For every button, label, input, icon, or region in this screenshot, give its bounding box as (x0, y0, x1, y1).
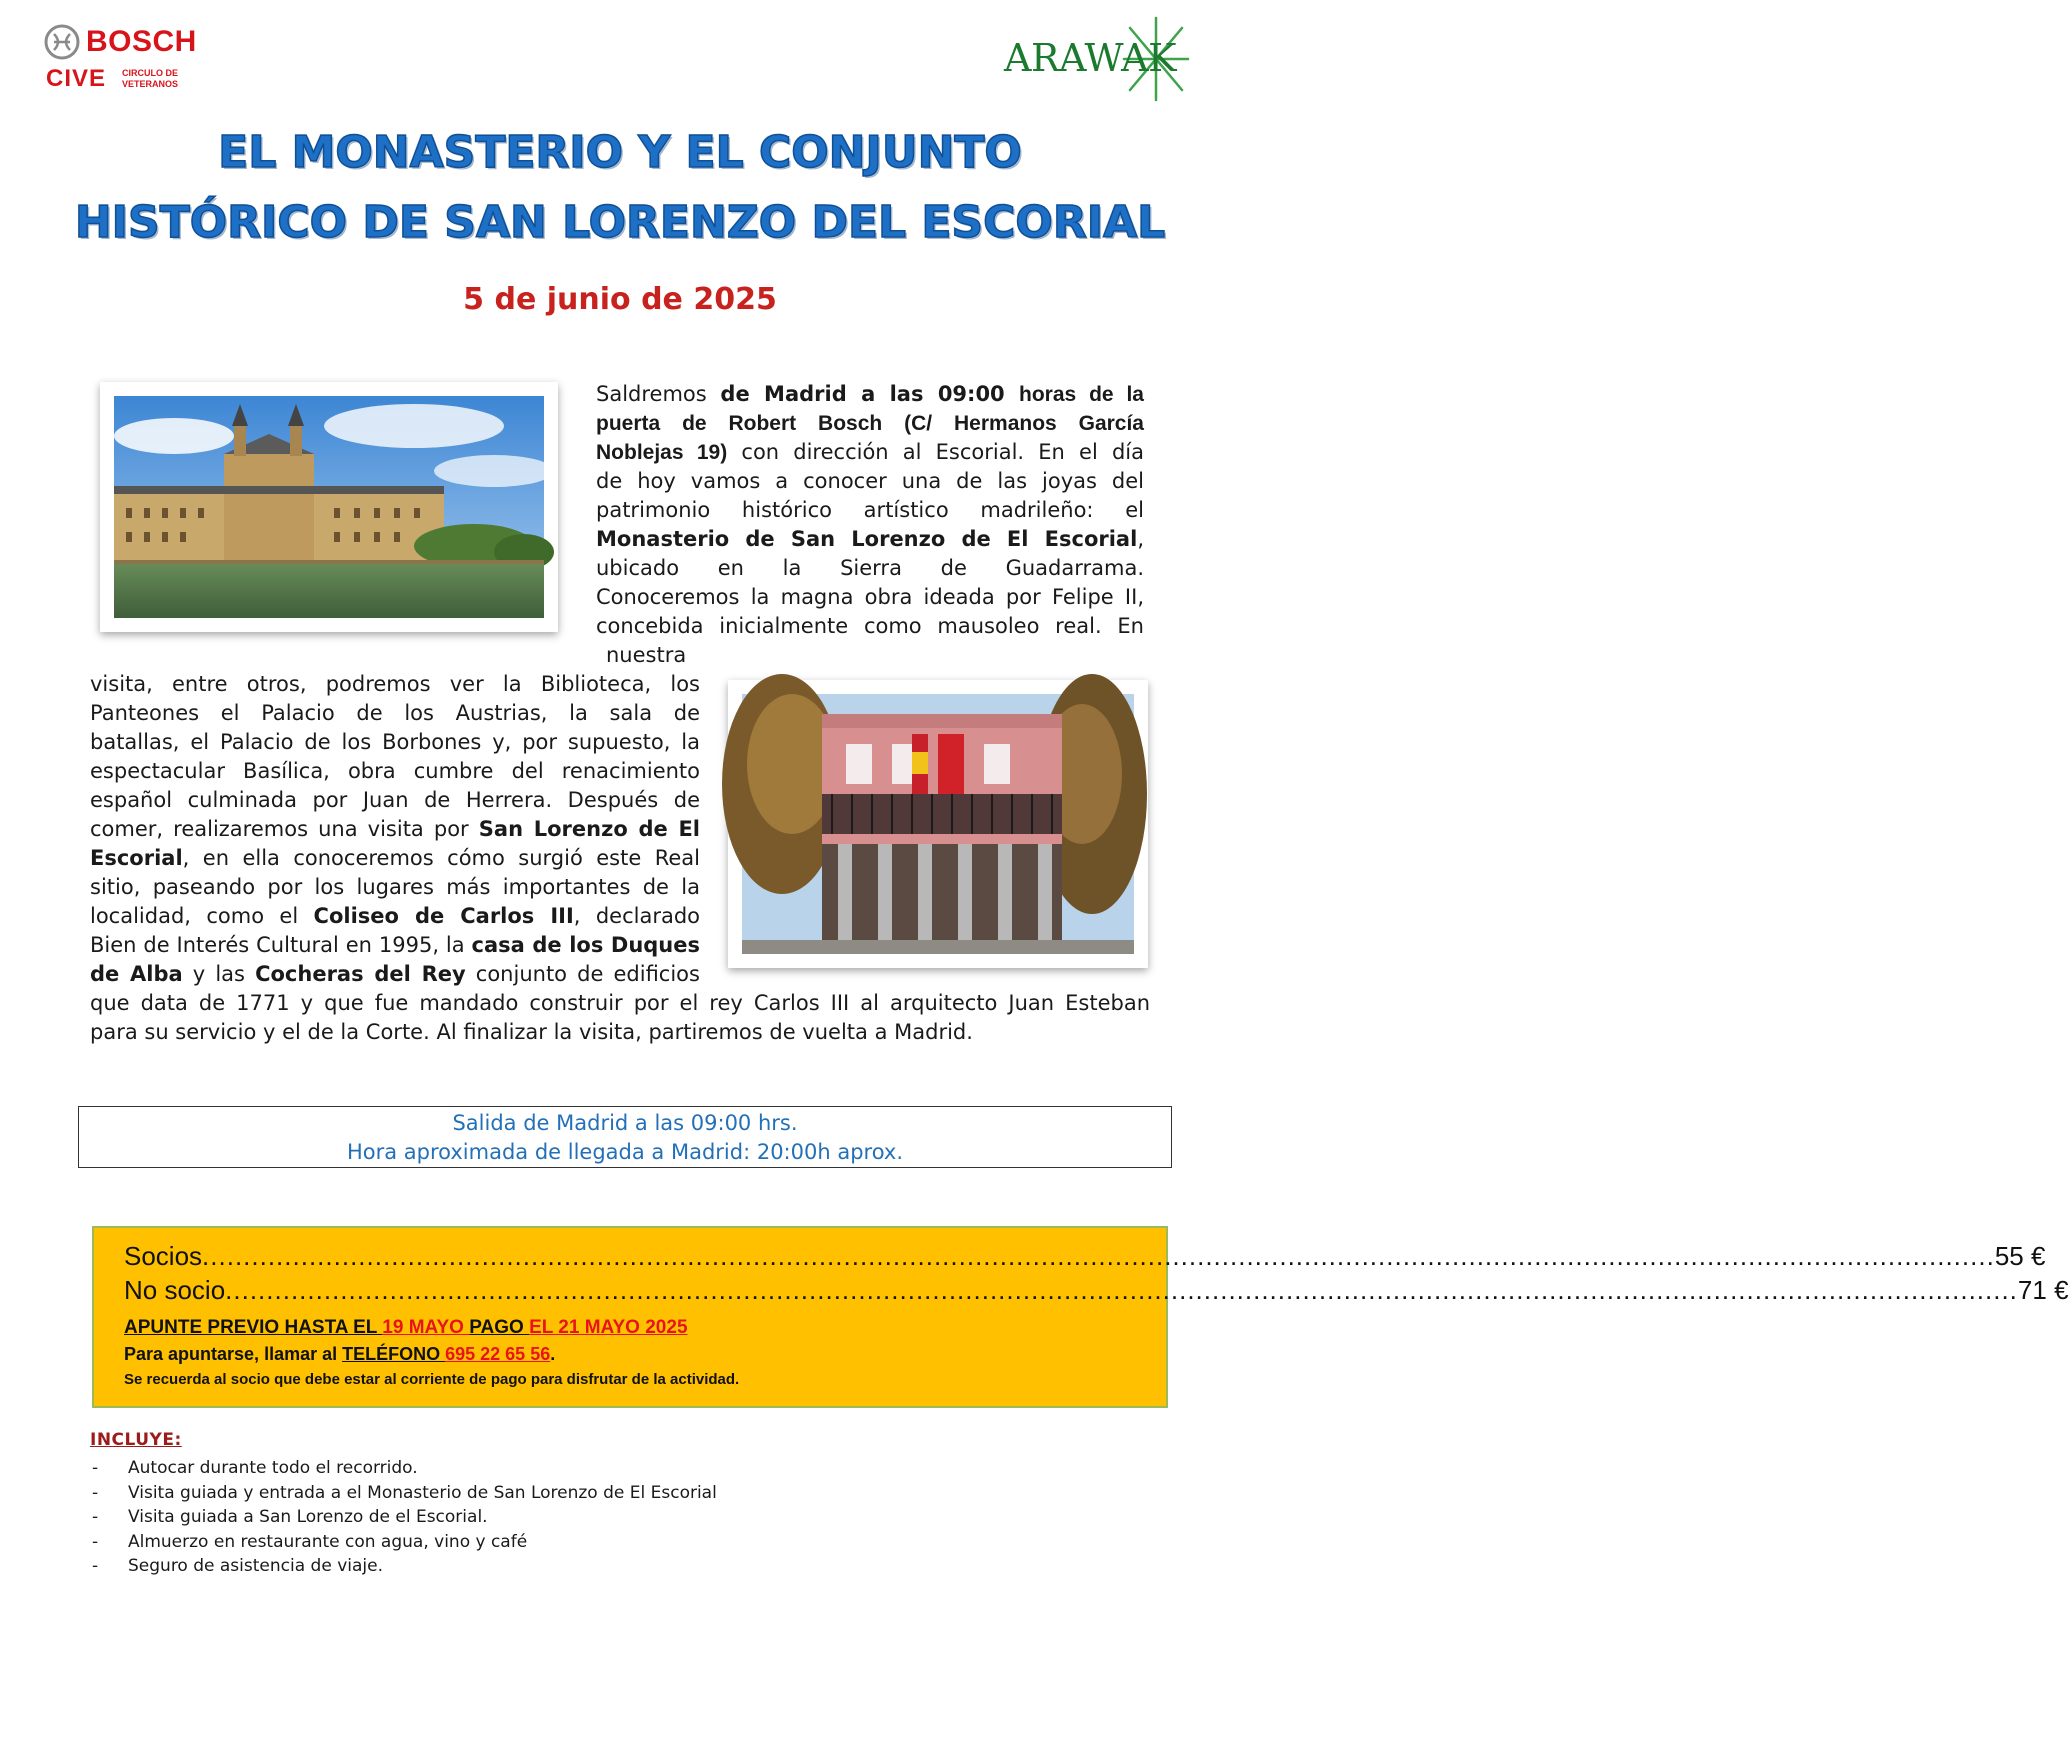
price-no-socio (124, 1274, 2069, 1306)
bosch-armature-icon (44, 24, 80, 60)
visit-line: de Alba y las Cocheras del Rey conjunto de edificios (90, 962, 700, 986)
price-no-socio-amount: 71 € (2017, 1275, 2069, 1305)
schedule-box (78, 1106, 1172, 1168)
page-title-line-1: EL MONASTERIO Y EL CONJUNTO (218, 127, 1022, 178)
includes-item: - Seguro de asistencia de viaje. (92, 1556, 383, 1576)
registration-deadline: APUNTE PREVIO HASTA EL 19 MAYO PAGO EL 21 MAYO 2025 (124, 1317, 688, 1338)
price-socios (124, 1240, 2046, 1272)
cive-subtitle: CIRCULO DE VETERANOS (122, 68, 179, 89)
price-leader-dots: .......................................................................................................................................................................................................................... (225, 1275, 2018, 1305)
price-socios-amount: 55 € (1994, 1241, 2046, 1271)
intro-line: puerta de Robert Bosch (C/ Hermanos García (596, 412, 1144, 435)
intro-line: Monasterio de San Lorenzo de El Escorial, (596, 527, 1144, 551)
payment-reminder: Se recuerda al socio que debe estar al corriente de pago para disfrutar de la actividad. (124, 1371, 740, 1388)
visit-line: Escorial, en ella conoceremos cómo surgió este Real (90, 846, 700, 870)
closing-line: para su servicio y el de la Corte. Al finalizar la visita, partiremos de vuelta a Madrid. (90, 1020, 973, 1044)
includes-item: - Autocar durante todo el recorrido. (92, 1458, 418, 1478)
visit-line: batallas, el Palacio de los Borbones y, por supuesto, la (90, 730, 700, 754)
departure-time: Salida de Madrid a las 09:00 hrs. (452, 1111, 798, 1135)
registration-contact: Para apuntarse, llamar al TELÉFONO 695 22 65 56. (124, 1344, 556, 1364)
intro-line: de hoy vamos a conocer una de las joyas del (596, 469, 1144, 493)
visit-line: Panteones el Palacio de los Austrias, la sala de (90, 701, 700, 725)
price-leader-dots: .......................................................................................................................................................................................................................... (202, 1241, 1995, 1271)
event-date: 5 de junio de 2025 (463, 282, 777, 317)
intro-paragraph (596, 380, 1144, 670)
arrival-time: Hora aproximada de llegada a Madrid: 20:00h aprox. (346, 1140, 904, 1164)
cive-wordmark: CIVE (46, 65, 107, 92)
bosch-wordmark: BOSCH (86, 25, 197, 58)
intro-line: Saldremos de Madrid a las 09:00 horas de la (596, 382, 1144, 406)
includes-item: - Almuerzo en restaurante con agua, vino y café (92, 1531, 528, 1552)
price-box (92, 1226, 2069, 1408)
includes-title: INCLUYE: (90, 1430, 182, 1450)
price-socios-label: Socios (124, 1241, 203, 1271)
visit-line: espectacular Basílica, obra cumbre del renacimiento (90, 759, 700, 783)
closing-paragraph (90, 989, 1150, 1047)
visit-line: localidad, como el Coliseo de Carlos III, declarado (90, 904, 700, 928)
visit-line: español culminada por Juan de Herrera. Después de (90, 788, 700, 812)
closing-line: que data de 1771 y que fue mandado construir por el rey Carlos III al arquitecto Juan Esteban (90, 991, 1150, 1015)
includes-list (90, 1456, 990, 1579)
visit-line: sitio, paseando por los lugares más importantes de la (90, 875, 700, 899)
visit-paragraph (90, 670, 700, 989)
visit-line: Bien de Interés Cultural en 1995, la casa de los Duques (90, 933, 700, 957)
intro-line: Conoceremos la magna obra ideada por Felipe II, (596, 585, 1144, 609)
monastery-photo (100, 382, 558, 632)
visit-line: visita, entre otros, podremos ver la Biblioteca, los (90, 672, 700, 696)
arawak-wordmark: ARAWAK (1004, 36, 1176, 80)
price-no-socio-label: No socio (124, 1275, 226, 1305)
monastery-image (114, 396, 544, 618)
bosch-cive-logo (44, 24, 204, 96)
arawak-logo (996, 14, 1196, 104)
town-hall-photo (728, 680, 1148, 968)
phone-number[interactable]: 695 22 65 56 (445, 1344, 551, 1364)
includes-item: - Visita guiada a San Lorenzo de el Escorial. (92, 1507, 488, 1527)
intro-line: concebida inicialmente como mausoleo real. En (596, 614, 1144, 638)
visit-line: comer, realizaremos una visita por San Lorenzo de El (90, 817, 700, 841)
intro-line: Noblejas 19) con dirección al Escorial. En el día (596, 440, 1144, 464)
page-title-line-2: HISTÓRICO DE SAN LORENZO DEL ESCORIAL (74, 197, 1166, 248)
town-hall-image (742, 694, 1134, 954)
intro-line: ubicado en la Sierra de Guadarrama. (596, 556, 1144, 580)
intro-line: nuestra (606, 643, 687, 667)
intro-line: patrimonio histórico artístico madrileño: el (596, 498, 1144, 522)
includes-item: - Visita guiada y entrada a el Monasterio de San Lorenzo de El Escorial (92, 1482, 717, 1503)
